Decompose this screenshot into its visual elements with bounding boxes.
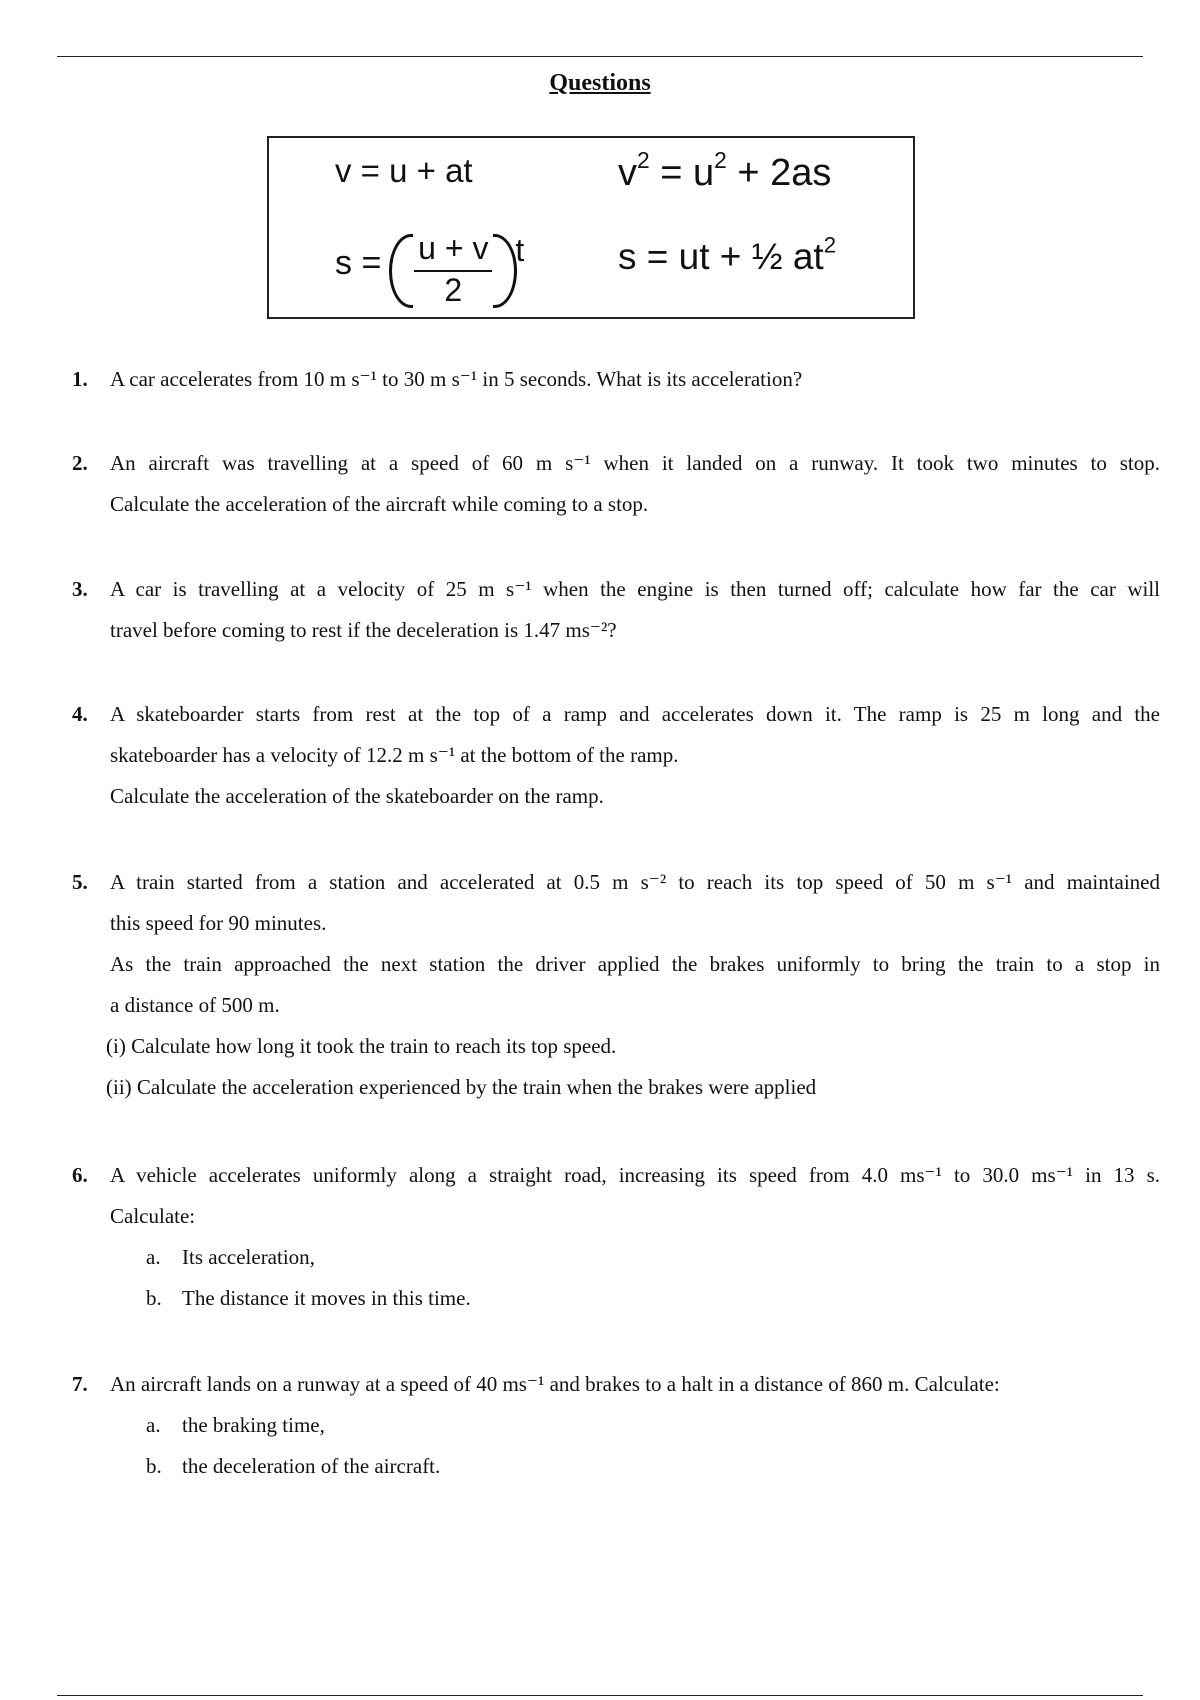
question-number: 1. [72,367,88,391]
question-line: A car is travelling at a velocity of 25 m s⁻¹ when the engine is then turned off; calculate how far the car will [110,577,1160,601]
question-line: A train started from a station and accelerated at 0.5 m s⁻² to reach its top speed of 50 m s⁻¹ and maintained [110,870,1160,894]
question-number: 2. [72,451,88,475]
sub-item-b [146,1446,1162,1487]
sub-item-label: a. [146,1245,161,1269]
eq2-eq: = u [649,152,715,194]
sub-question-i: (i) Calculate how long it took the train to reach its top speed. [106,1034,617,1058]
right-bracket [493,234,517,308]
question-line: a distance of 500 m. [110,993,280,1017]
eq3-lhs: s = [335,244,382,282]
equation-v-squared [618,146,832,195]
equation-s-ut-half-at2 [618,232,837,278]
question-2 [72,443,1162,525]
question-number: 6. [72,1163,88,1187]
question-number: 3. [72,577,88,601]
question-line: skateboarder has a velocity of 12.2 m s⁻¹ at the bottom of the ramp. [110,743,679,767]
question-line: Calculate: [110,1204,196,1228]
sub-item-text: The distance it moves in this time. [182,1286,471,1310]
question-4 [72,694,1162,817]
sub-question-ii: (ii) Calculate the acceleration experienced by the train when the brakes were applied [106,1075,817,1099]
eq4-main: s = ut + ½ at [618,236,824,277]
eq2-rest: + 2as [726,152,832,194]
sub-item-text: the braking time, [182,1413,325,1437]
question-number: 7. [72,1372,88,1396]
sub-item-text: Its acceleration, [182,1245,315,1269]
page-title: Questions [549,70,651,96]
question-line: travel before coming to rest if the deceleration is 1.47 ms⁻²? [110,618,617,642]
sub-item-a [146,1237,1162,1278]
equation-v-u-at: v = u + at [335,152,473,189]
bottom-rule [57,1695,1143,1696]
sub-item-a [146,1405,1162,1446]
question-6 [72,1155,1162,1319]
question-1 [72,359,1162,400]
question-line: Calculate the acceleration of the skateboarder on the ramp. [110,784,604,808]
top-rule [57,56,1143,57]
question-line: Calculate the acceleration of the aircraft while coming to a stop. [110,492,649,516]
question-line: A skateboarder starts from rest at the top of a ramp and accelerates down it. The ramp is 25 m long and the [110,702,1160,726]
sub-item-label: b. [146,1454,162,1478]
eq2-v: v [618,152,637,194]
eq3-t: t [515,232,525,268]
question-line: this speed for 90 minutes. [110,911,327,935]
question-text: A car accelerates from 10 m s⁻¹ to 30 m s⁻¹ in 5 seconds. What is its acceleration? [110,367,803,391]
eq2-exp-u: 2 [714,146,727,173]
question-line: An aircraft lands on a runway at a speed of 40 ms⁻¹ and brakes to a halt in a distance of 860 m. Calculate: [110,1372,1000,1396]
equations-box [267,136,915,319]
question-line: As the train approached the next station the driver applied the brakes uniformly to bring the train to a stop in [110,952,1160,976]
sub-item-label: b. [146,1286,162,1310]
question-3 [72,569,1162,651]
question-number: 5. [72,870,88,894]
question-number: 4. [72,702,88,726]
question-5 [72,862,1162,1108]
sub-item-text: the deceleration of the aircraft. [182,1454,441,1478]
eq4-exp: 2 [823,232,837,258]
eq3-fraction [389,230,525,312]
equation-s-average-velocity [335,230,525,312]
sub-item-label: a. [146,1413,161,1437]
eq3-numerator: u + v [418,230,489,266]
sub-item-b [146,1278,1162,1319]
eq3-denominator: 2 [444,272,463,308]
question-7 [72,1364,1162,1487]
left-bracket [389,234,413,308]
eq2-exp-v: 2 [637,146,650,173]
question-line: A vehicle accelerates uniformly along a straight road, increasing its speed from 4.0 ms⁻¹ to 30.0 ms⁻¹ in 13 s. [110,1163,1160,1187]
question-line: An aircraft was travelling at a speed of 60 m s⁻¹ when it landed on a runway. It took two minutes to stop. [110,451,1160,475]
